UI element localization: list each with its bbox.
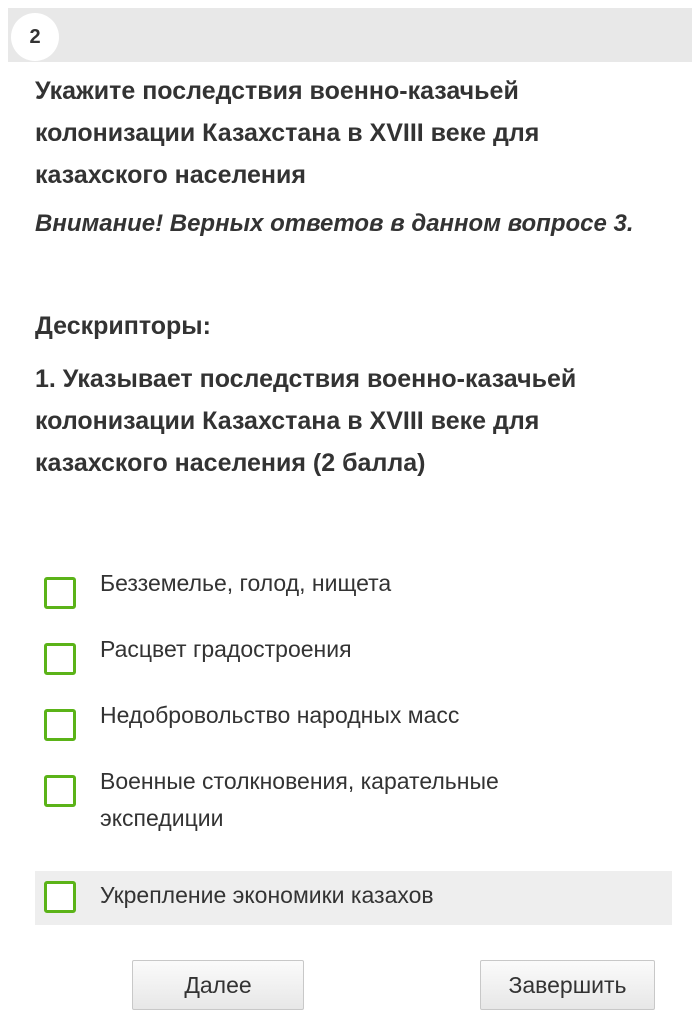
answer-option-label: Укрепление экономики казахов — [100, 882, 434, 908]
checkbox[interactable] — [44, 881, 76, 913]
checkbox[interactable] — [44, 709, 76, 741]
question-header-bar — [8, 8, 692, 62]
answer-option[interactable] — [35, 636, 672, 681]
question-text: Укажите последствия военно-казачьей колонизации Казахстана в XVIII веке для казахского населения — [35, 77, 540, 189]
answer-option-label: Недобровольство народных масс — [100, 702, 460, 728]
answer-option[interactable] — [35, 702, 672, 747]
checkbox[interactable] — [44, 775, 76, 807]
attention-note: Внимание! Верных ответов в данном вопросе 3. — [35, 210, 634, 237]
question-number: 2 — [29, 25, 41, 48]
checkbox[interactable] — [44, 577, 76, 609]
answer-option-label: Военные столкновения, карательные экспедиции — [100, 768, 499, 831]
answer-option-label: Расцвет градостроения — [100, 636, 352, 662]
answer-option-label: Безземелье, голод, нищета — [100, 570, 392, 596]
descriptors-title: Дескрипторы: — [35, 312, 211, 340]
next-button[interactable]: Далее — [132, 960, 304, 1010]
finish-button[interactable]: Завершить — [480, 960, 655, 1010]
descriptor-item: 1. Указывает последствия военно-казачьей колонизации Казахстана в XVIII веке для казахского населения (2 балла) — [35, 365, 577, 477]
answer-option[interactable] — [35, 871, 672, 925]
question-number-badge — [11, 13, 59, 61]
answer-option[interactable] — [35, 768, 672, 855]
answer-option[interactable] — [35, 570, 672, 615]
checkbox[interactable] — [44, 643, 76, 675]
